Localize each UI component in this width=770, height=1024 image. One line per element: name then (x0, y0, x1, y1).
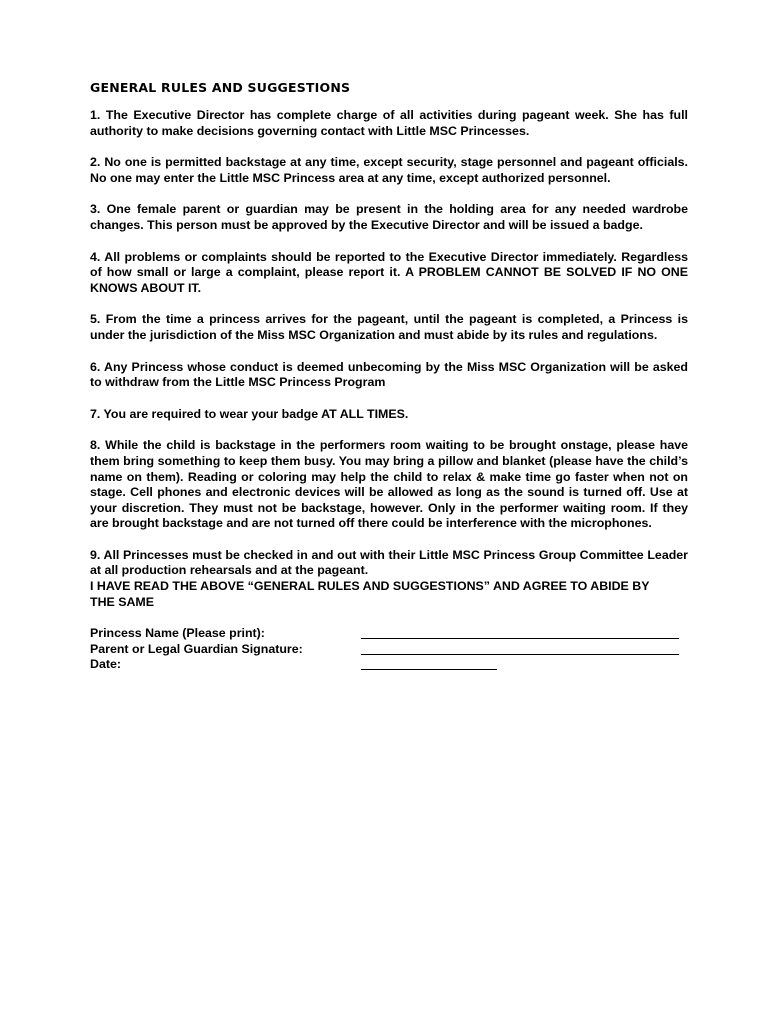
guardian-signature-label: Parent or Legal Guardian Signature: (90, 641, 303, 656)
rule-5: 5. From the time a princess arrives for the pageant, until the pageant is completed, a Princess is under the jurisdiction of the Miss MSC Organization and must abide by its rules and regulations. (90, 312, 688, 342)
rule-6: 6. Any Princess whose conduct is deemed unbecoming by the Miss MSC Organization will be asked to withdraw from the Little MSC Princess Program (90, 359, 688, 390)
princess-name-field[interactable] (361, 638, 679, 639)
date-row (90, 657, 688, 673)
guardian-signature-field[interactable] (361, 654, 679, 655)
date-field[interactable] (361, 669, 497, 670)
rule-1: 1. The Executive Director has complete charge of all activities during pageant week. She has full authority to make decisions governing contact with Little MSC Princesses. (90, 108, 688, 138)
rule-3: 3. One female parent or guardian may be present in the holding area for any needed wardrobe changes. This person must be approved by the Executive Director and will be issued a badge. (90, 202, 688, 232)
signature-block (90, 626, 688, 673)
document-title: GENERAL RULES AND SUGGESTIONS (90, 80, 351, 95)
princess-name-label: Princess Name (Please print): (90, 626, 265, 641)
rule-4: 4. All problems or complaints should be reported to the Executive Director immediately. Regardless of how small or large a complaint, please report it. A PROBLEM CANNOT BE SOLVED IF NO ONE KNOWS ABOUT IT. (90, 249, 688, 295)
rule-8: 8. While the child is backstage in the performers room waiting to be brought onstage, please have them bring something to keep them busy. You may bring a pillow and blanket (please have the child’s name on them). Reading or coloring may help the child to relax & make time go faster when not on stage. Cell phones and electronic devices will be allowed as long as the sound is turned off. Use at your discretion. They must not be backstage, however. Only in the performer waiting room. If they are brought backstage and are not turned off there could be interference with the microphones. (90, 438, 688, 531)
guardian-signature-row (90, 642, 688, 658)
rule-2: 2. No one is permitted backstage at any time, except security, stage personnel and pageant officials. No one may enter the Little MSC Princess area at any time, except authorized personnel. (90, 155, 688, 185)
princess-name-row (90, 626, 688, 642)
rule-9: 9. All Princesses must be checked in and out with their Little MSC Princess Group Committee Leader at all production rehearsals and at the pageant. (90, 547, 688, 578)
rule-7: 7. You are required to wear your badge AT ALL TIMES. (90, 406, 409, 421)
date-label: Date: (90, 657, 121, 672)
agreement-statement: I HAVE READ THE ABOVE “GENERAL RULES AND SUGGESTIONS” AND AGREE TO ABIDE BY THE SAME (90, 579, 650, 609)
document-page (90, 80, 688, 673)
